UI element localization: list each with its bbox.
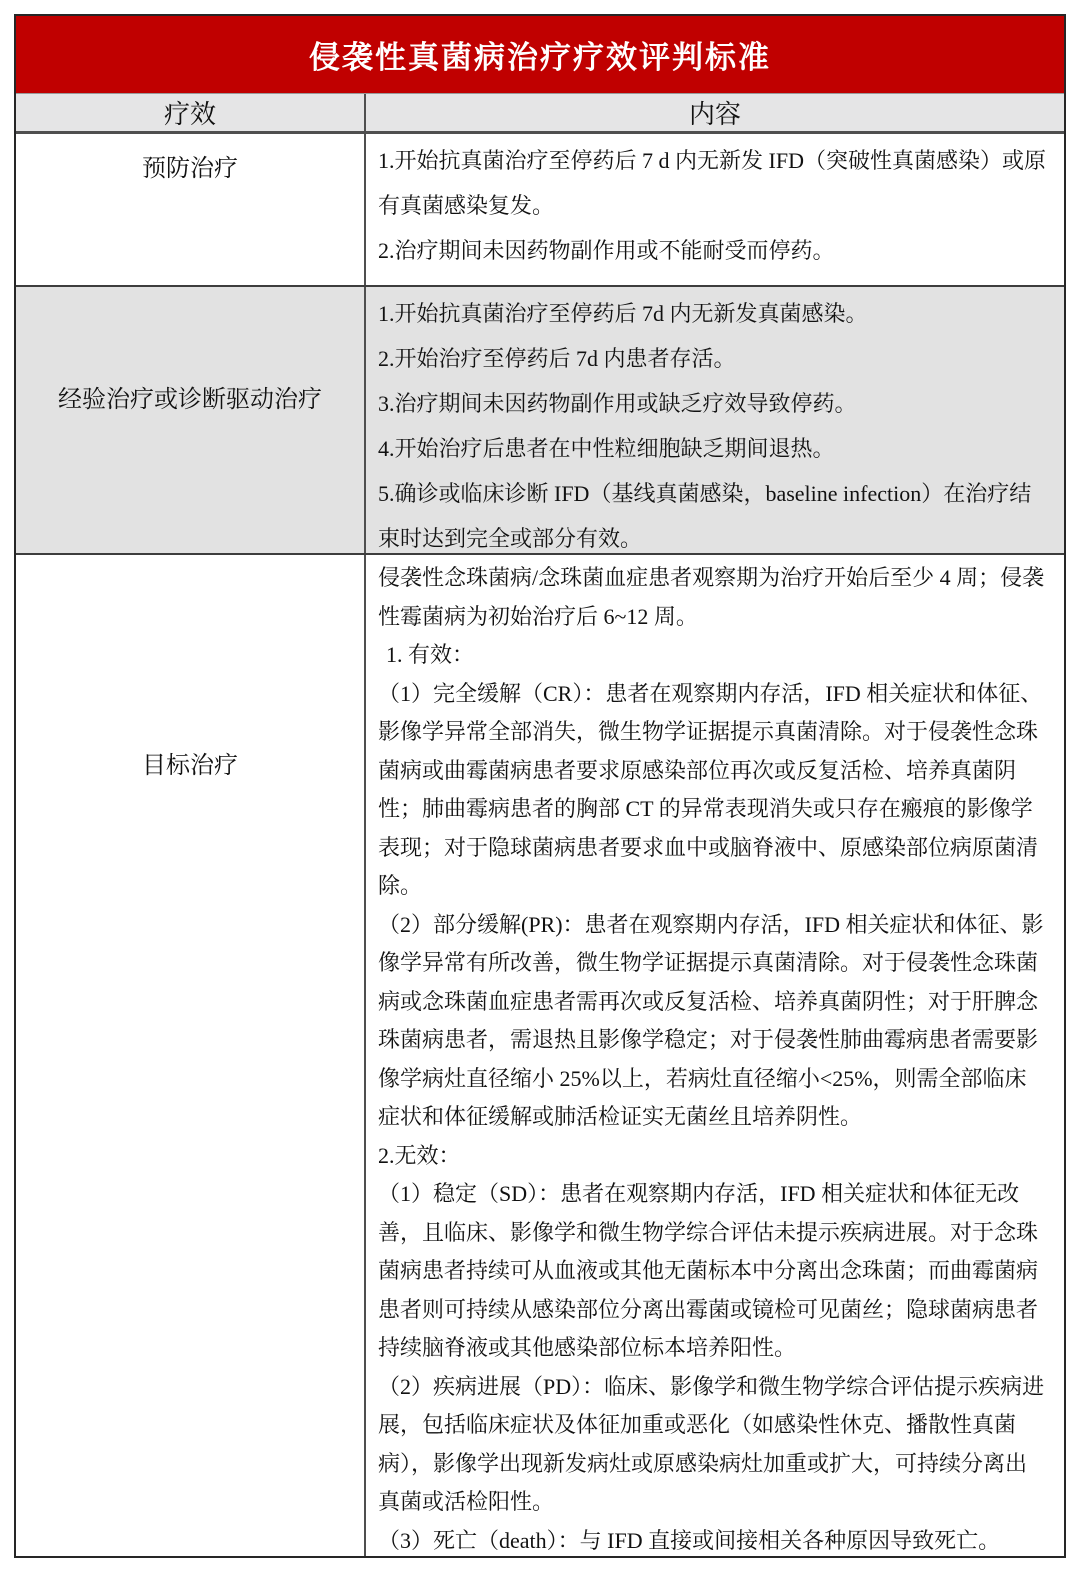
table-row-prophylaxis (16, 134, 1064, 287)
content-paragraph: 5.确诊或临床诊断 IFD（基线真菌感染，baseline infection）在治疗结束时达到完全或部分有效。 (378, 481, 1032, 551)
table-row-targeted (16, 555, 1064, 1556)
content-paragraph: 侵袭性念珠菌病/念珠菌血症患者观察期为治疗开始后至少 4 周；侵袭性霉菌病为初始治疗后 6~12 周。 (378, 565, 1045, 629)
table-title-bar (16, 16, 1064, 94)
content-paragraph: 1. 有效： (386, 642, 475, 667)
content-paragraph: 2.开始治疗至停药后 7d 内患者存活。 (378, 346, 736, 371)
content-paragraph: 2.治疗期间未因药物副作用或不能耐受而停药。 (378, 238, 835, 263)
row-label-targeted: 目标治疗 (16, 555, 366, 1556)
content-paragraph: （3）死亡（death）：与 IFD 直接或间接相关各种原因导致死亡。 (378, 1527, 1001, 1553)
content-paragraph: （1）稳定（SD）：患者在观察期内存活，IFD 相关症状和体征无改善，且临床、影像学和微生物学综合评估未提示疾病进展。对于念珠菌病患者持续可从血液或其他无菌标本中分离出念珠菌；而曲霉菌病患者则可持续从感染部位分离出霉菌或镜检可见菌丝；隐球菌病患者持续脑脊液或其他感染部位标本培养阳性。 (378, 1181, 1039, 1360)
content-paragraph: 1.开始抗真菌治疗至停药后 7 d 内无新发 IFD（突破性真菌感染）或原有真菌感染复发。 (378, 148, 1046, 218)
table-row-empirical (16, 287, 1064, 555)
efficacy-criteria-table (14, 14, 1066, 1558)
row-content-empirical (366, 287, 1064, 553)
row-label-prophylaxis: 预防治疗 (16, 134, 366, 285)
row-content-prophylaxis (366, 134, 1064, 285)
content-paragraph: （2）疾病进展（PD）：临床、影像学和微生物学综合评估提示疾病进展，包括临床症状及体征加重或恶化（如感染性休克、播散性真菌病），影像学出现新发病灶或原感染病灶加重或扩大，可持续分离出真菌或活检阳性。 (378, 1373, 1045, 1514)
content-paragraph: 2.无效： (378, 1142, 461, 1168)
column-header-content-label: 内容 (688, 100, 741, 129)
column-header-row (16, 94, 1064, 134)
column-header-content (366, 94, 1064, 131)
content-paragraph: （1）完全缓解（CR）：患者在观察期内存活，IFD 相关症状和体征、影像学异常全部消失，微生物学证据提示真菌清除。对于侵袭性念珠菌病或曲霉菌病患者要求原感染部位再次或反复活检、培养真菌阴性；肺曲霉病患者的胸部 CT 的异常表现消失或只存在瘢痕的影像学表现；对于隐球菌病患者要求血中或脑脊液中、原感染部位病原菌清除。 (378, 680, 1043, 898)
row-label-empirical-text: 经验治疗或诊断驱动治疗 (58, 386, 322, 413)
table-title: 侵袭性真菌病治疗疗效评判标准 (309, 40, 771, 75)
content-paragraph: 3.治疗期间未因药物副作用或缺乏疗效导致停药。 (378, 391, 857, 416)
content-paragraph: 4.开始治疗后患者在中性粒细胞缺乏期间退热。 (378, 436, 835, 461)
row-label-empirical (16, 287, 366, 553)
column-header-efficacy-label: 疗效 (163, 100, 216, 129)
row-content-targeted (366, 555, 1064, 1556)
content-paragraph: 1.开始抗真菌治疗至停药后 7d 内无新发真菌感染。 (378, 301, 868, 326)
column-header-efficacy (16, 94, 366, 131)
content-paragraph: （2）部分缓解(PR)：患者在观察期内存活，IFD 相关症状和体征、影像学异常有所改善，微生物学证据提示真菌清除。对于侵袭性念珠菌病或念珠菌血症患者需再次或反复活检、培养真菌阴性；对于肝脾念珠菌病患者，需退热且影像学稳定；对于侵袭性肺曲霉病患者需要影像学病灶直径缩小 25%以上，若病灶直径缩小<25%，则需全部临床症状和体征缓解或肺活检证实无菌丝且培养阴性。 (378, 911, 1044, 1129)
